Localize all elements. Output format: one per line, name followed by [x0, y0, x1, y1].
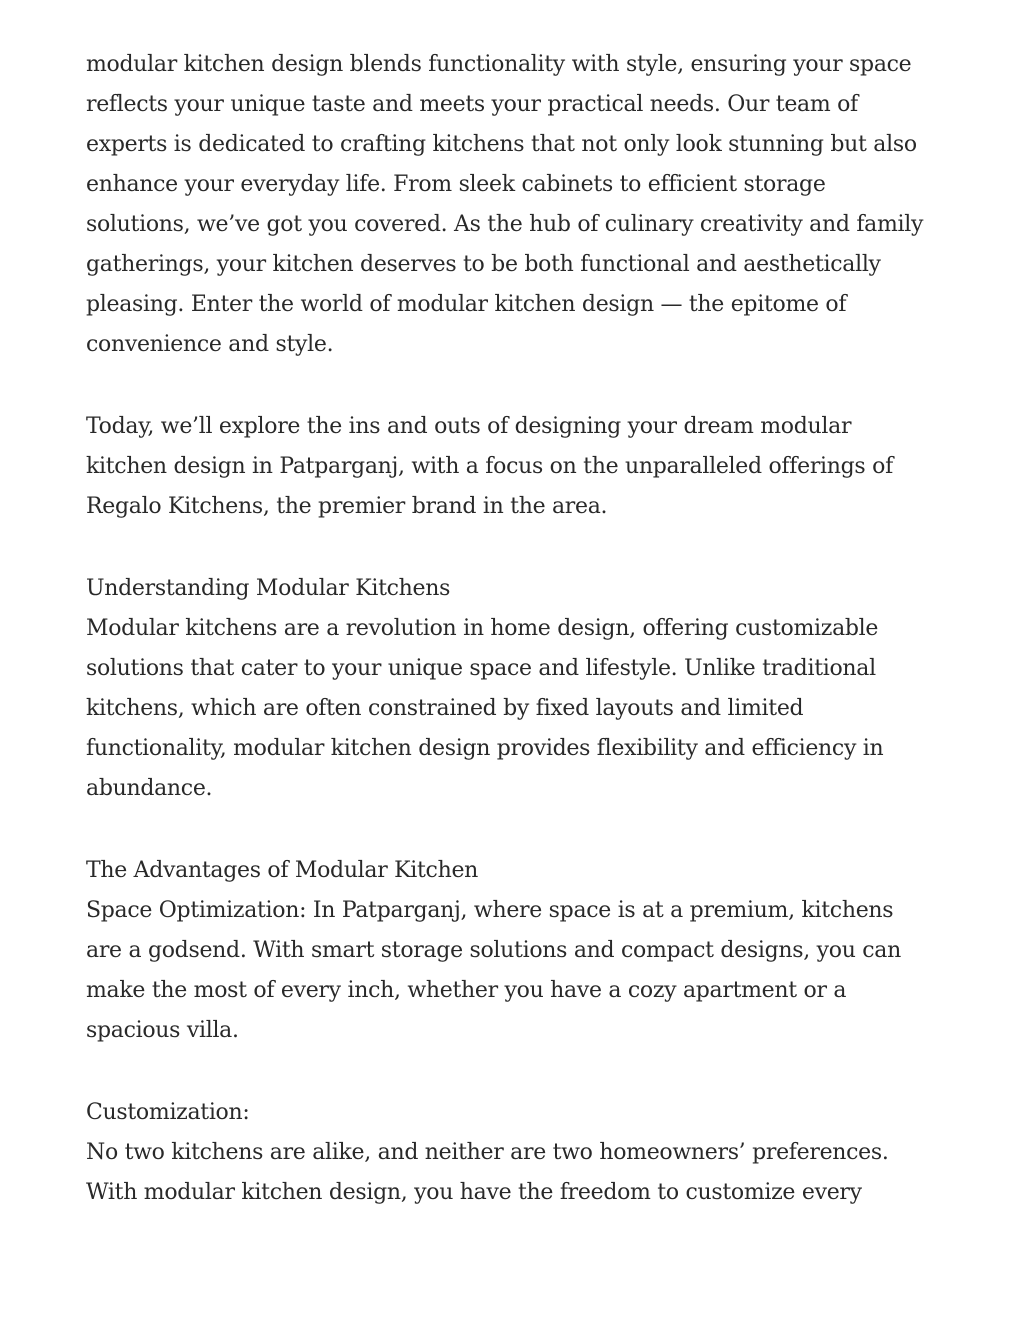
text-line: reflects your unique taste and meets your practical needs. Our team of — [86, 92, 858, 117]
understanding-section — [86, 569, 966, 809]
text-line: convenience and style. — [86, 332, 334, 357]
text-line: Modular kitchens are a revolution in home design, offering customizable — [86, 616, 879, 641]
text-line: make the most of every inch, whether you have a cozy apartment or a — [86, 978, 847, 1003]
text-line: abundance. — [86, 776, 213, 801]
text-line: gatherings, your kitchen deserves to be both functional and aesthetically — [86, 252, 881, 277]
text-line: modular kitchen design blends functionality with style, ensuring your space — [86, 52, 912, 77]
customization-section — [86, 1093, 966, 1213]
section-heading: Customization: — [86, 1100, 250, 1125]
text-line: With modular kitchen design, you have the freedom to customize every — [86, 1180, 862, 1205]
text-line: functionality, modular kitchen design provides flexibility and efficiency in — [86, 736, 884, 761]
text-line: are a godsend. With smart storage solutions and compact designs, you can — [86, 938, 901, 963]
text-line: Space Optimization: In Patparganj, where space is at a premium, kitchens — [86, 898, 894, 923]
text-line: kitchens, which are often constrained by fixed layouts and limited — [86, 696, 804, 721]
text-line: experts is dedicated to crafting kitchens that not only look stunning but also — [86, 132, 917, 157]
text-line: No two kitchens are alike, and neither are two homeowners’ preferences. — [86, 1140, 889, 1165]
article-body — [86, 45, 966, 1255]
text-line: Regalo Kitchens, the premier brand in the area. — [86, 494, 608, 519]
section-heading: Understanding Modular Kitchens — [86, 576, 451, 601]
text-line: kitchen design in Patparganj, with a focus on the unparalleled offerings of — [86, 454, 893, 479]
text-line: pleasing. Enter the world of modular kitchen design — the epitome of — [86, 292, 847, 317]
text-line: spacious villa. — [86, 1018, 239, 1043]
advantages-section — [86, 851, 966, 1051]
text-line: solutions, we’ve got you covered. As the hub of culinary creativity and family — [86, 212, 924, 237]
intro-paragraph — [86, 45, 966, 365]
today-paragraph — [86, 407, 966, 527]
text-line: enhance your everyday life. From sleek cabinets to efficient storage — [86, 172, 826, 197]
text-line: Today, we’ll explore the ins and outs of designing your dream modular — [86, 414, 852, 439]
section-heading: The Advantages of Modular Kitchen — [86, 858, 479, 883]
text-line: solutions that cater to your unique space and lifestyle. Unlike traditional — [86, 656, 876, 681]
